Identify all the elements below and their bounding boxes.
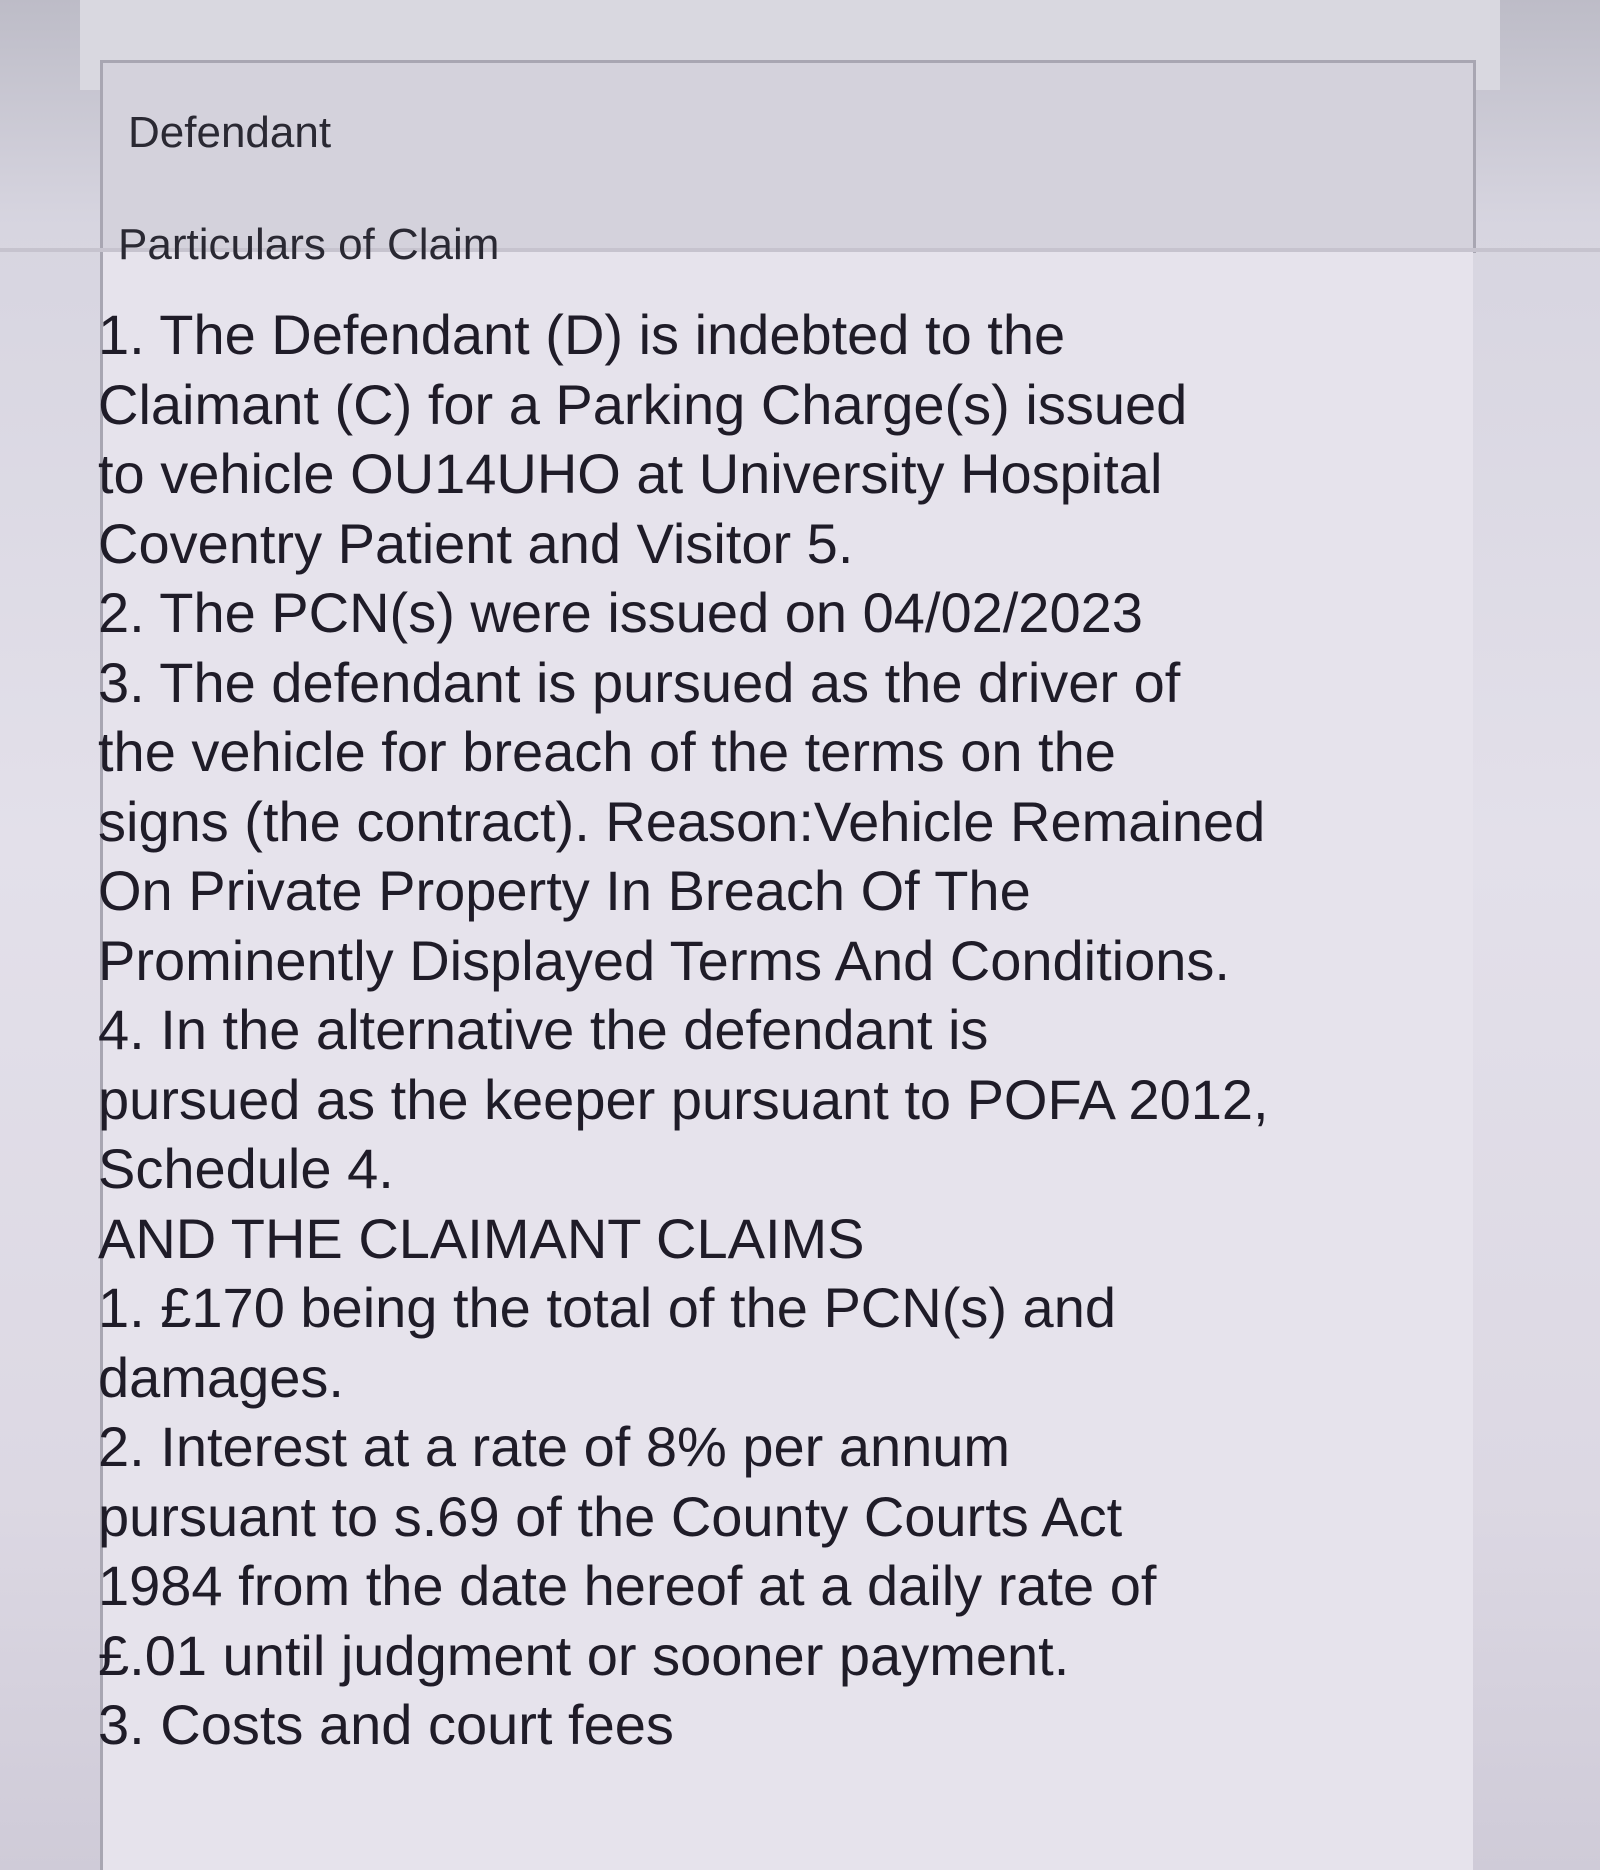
particulars-text [98,300,1458,1760]
particulars-line: Schedule 4. [98,1137,394,1200]
particulars-line: 1. The Defendant (D) is indebted to the [98,303,1066,366]
particulars-line: 2. The PCN(s) were issued on 04/02/2023 [98,581,1143,644]
claims-heading: AND THE CLAIMANT CLAIMS [98,1206,865,1270]
claims-line: damages. [98,1345,344,1409]
particulars-line: On Private Property In Breach Of The [98,859,1031,922]
particulars-line: Prominently Displayed Terms And Conditions. [98,928,1230,992]
particulars-line: the vehicle for breach of the terms on the [98,720,1116,783]
particulars-of-claim-label: Particulars of Claim [118,220,500,269]
particulars-line: signs (the contract). Reason:Vehicle Remained [98,789,1266,853]
particulars-line: to vehicle OU14UHO at University Hospital [98,442,1163,505]
claims-line: 1984 from the date hereof at a daily rate of [98,1554,1157,1617]
claims-line: £.01 until judgment or sooner payment. [98,1623,1070,1687]
claims-line: 2. Interest at a rate of 8% per annum [98,1415,1011,1478]
particulars-line: 4. In the alternative the defendant is [98,998,989,1061]
particulars-line: Coventry Patient and Visitor 5. [98,511,854,575]
defendant-label: Defendant [128,108,332,157]
particulars-line: Claimant (C) for a Parking Charge(s) issued [98,372,1188,436]
claims-line: 1. £170 being the total of the PCN(s) and [98,1276,1116,1339]
claims-line: pursuant to s.69 of the County Courts Act [98,1484,1123,1548]
claims-line: 3. Costs and court fees [98,1693,674,1756]
particulars-line: 3. The defendant is pursued as the driver of [98,650,1181,714]
particulars-line: pursued as the keeper pursuant to POFA 2012, [98,1067,1269,1131]
